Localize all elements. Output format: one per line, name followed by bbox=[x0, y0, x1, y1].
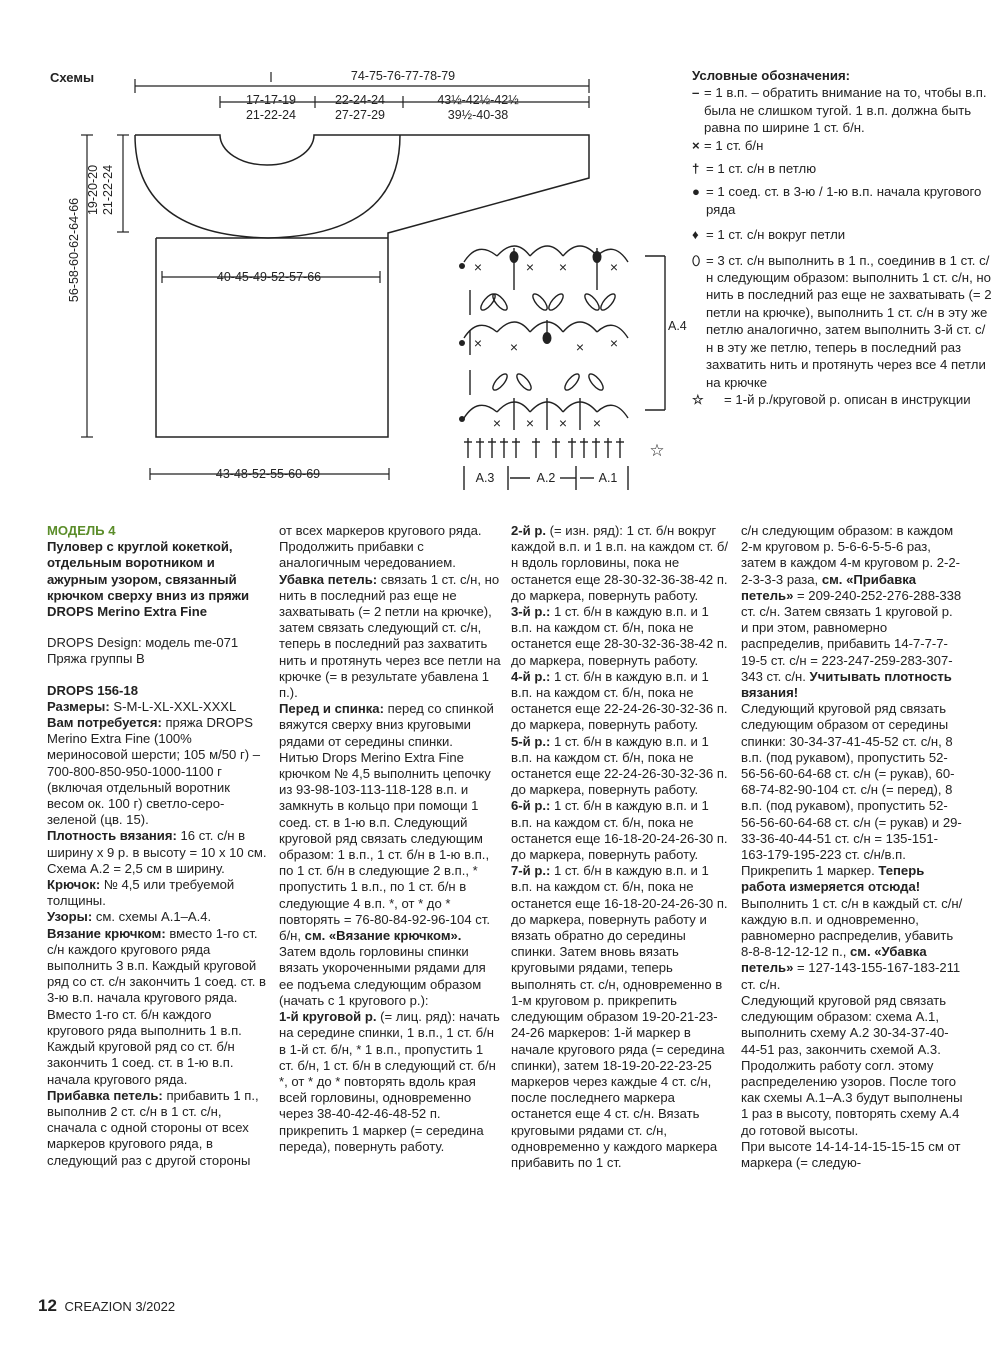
legend-item-slip bbox=[692, 183, 992, 218]
decrease-tip bbox=[279, 572, 501, 702]
dim-yoke-height-a: 19-20-20 bbox=[86, 164, 100, 216]
legend-item-cluster bbox=[692, 252, 992, 391]
sizes bbox=[47, 699, 269, 715]
dim-yoke-a: 22-24-24 bbox=[334, 93, 386, 107]
front-back-value: перед со спинкой вяжутся сверху вниз круговыми рядами от середины спинки. bbox=[279, 701, 494, 749]
gauge-value: 16 ст. с/н в ширину x 9 р. в высоту = 10 x 10 см. Схема А.2 = 2,5 см в ширину. bbox=[47, 828, 267, 876]
dim-yoke-height-b: 21-22-24 bbox=[101, 164, 115, 216]
gauge-label: Плотность вязания: bbox=[47, 828, 177, 844]
row-5 bbox=[511, 734, 733, 799]
col4-text: = 209-240-252-276-288-338 ст. с/н. Затем связать 1 круговой р. и при этом, равномерно распределив, прибавить 14-7-7-7-19-5 ст. с/н = 223-247-259-283-307-343 ст. с/н. bbox=[741, 587, 962, 684]
page-footer bbox=[38, 1296, 175, 1316]
row-3 bbox=[511, 604, 733, 669]
increase-tip bbox=[47, 1088, 269, 1169]
col4-para-3: Следующий круговой ряд связать следующим образом: схема А.1, выполнить схему А.2 30-34-37-40-44-51 раз, закончить схемой А.3. Продолжить работу согл. этому распределению узоров. После того как схемы А.1–А.3 будут выполнены 1 раз в высоту, повторять схему А.4 до готовой высоты. bbox=[741, 992, 963, 1138]
front-back-2-text: Нитью Drops Merino Extra Fine крючком № 4,5 выполнить цепочку из 93-98-103-113-118-128 в.п. и замкнуть в кольцо при помощи 1 соед. ст. в 1-ю в.п. Следующий круговой ряд связать следующим образом: 1 в.п., 1 ст. б/н в 1-ю в.п., по 1 ст. б/н в следующие 2 в.п., * пропустить 1 в.п., по 1 ст. б/н в следующие 4 в.п. *, от * до * повторять = 76-80-84-92-96-104 ст. б/н, bbox=[279, 749, 491, 944]
front-back-2-ref: см. «Вязание крючком». bbox=[304, 928, 462, 944]
yarn-group: Пряжа группы B bbox=[47, 651, 145, 667]
materials-value: пряжа DROPS Merino Extra Fine (100% мериносовой шерсти; 105 м/50 г) – 700-800-850-950-1000-1100 г (включая отдельный воротник весом ок. 100 г) светло-серо-зеленой (цв. 15). bbox=[47, 715, 260, 828]
dim-total-width: 74-75-76-77-78-79 bbox=[350, 69, 456, 83]
patterns-label: Узоры: bbox=[47, 909, 93, 925]
increase-cont: от всех маркеров кругового ряда. Продолжить прибавки с аналогичным чередованием. bbox=[279, 523, 482, 571]
row-1 bbox=[279, 1009, 501, 1155]
svg-text:×: × bbox=[609, 259, 619, 275]
legend-title: Условные обозначения: bbox=[692, 68, 851, 83]
row-4-value: 1 ст. б/н в каждую в.п. и 1 в.п. на каждом ст. б/н, пока не останется еще 22-24-26-30-32-36 п. до маркера, повернуть работу. bbox=[511, 668, 728, 733]
legend-item-first-round bbox=[692, 391, 992, 408]
schemes-title: Схемы bbox=[50, 70, 95, 85]
svg-text:×: × bbox=[525, 415, 535, 431]
dc-icon: † bbox=[692, 161, 700, 177]
row-7-value: 1 ст. б/н в каждую в.п. и 1 в.п. на каждом ст. б/н, пока не останется еще 16-18-20-24-26-30 п. до маркера, повернуть работу и вязать обратно до середины спинки. Затем вновь вязать круговыми рядами, теперь выполнять ст. с/н, одновременно в 1-м круговом р. прикрепить следующим образом 19-20-21-23-24-26 маркеров: 1-й маркер в начале кругового ряда (= середина спинки), затем 18-19-20-22-23-25 маркеров через каждые 4 ст. с/н, после последнего маркера останется еще 4 ст. с/н. Вязать круговыми рядами ст. с/н, одновременно у каждого маркера прибавить по 1 ст. bbox=[511, 863, 728, 1170]
chart-label-a2: A.2 bbox=[536, 471, 556, 485]
magazine-name: CREAZION 3/2022 bbox=[64, 1299, 176, 1314]
crochet-value: вместо 1-го ст. с/н каждого кругового ряда выполнить 3 в.п. Каждый круговой ряд со ст. с/н закончить 1 соед. ст. в 3-ю в.п. начала кругового ряда. Вместо 1-го ст. б/н каждого кругового ряда выполнить 1 в.п. Каждый круговой ряд со ст. б/н закончить 1 соед. ст. в 1-ю в.п. начала кругового ряда. bbox=[47, 925, 266, 1087]
front-back-2 bbox=[279, 750, 501, 944]
row-2-value: (= изн. ряд): 1 ст. б/н вокруг каждой в.п. и 1 в.п. на каждом ст. б/н вдоль горловины, пока не останется еще 28-30-32-36-38-42 п. до маркера, повернуть работу. bbox=[511, 523, 728, 603]
col4-para-1 bbox=[741, 523, 963, 701]
row-6 bbox=[511, 798, 733, 863]
materials bbox=[47, 715, 269, 828]
row-5-value: 1 ст. б/н в каждую в.п. и 1 в.п. на каждом ст. б/н, пока не останется еще 22-24-26-30-32-36 п. до маркера, повернуть работу. bbox=[511, 733, 728, 798]
row-3-value: 1 ст. б/н в каждую в.п. и 1 в.п. на каждом ст. б/н, пока не останется еще 28-30-32-36-38-42 п. до маркера, повернуть работу. bbox=[511, 604, 728, 668]
garment-schematic bbox=[0, 0, 690, 510]
article-title: Пуловер с круглой кокеткой, отдельным воротником и ажурным узором, связанный крючком сверху вниз из пряжи DROPS Merino Extra Fine bbox=[47, 539, 250, 620]
legend-text: = 1 ст. с/н вокруг петли bbox=[706, 227, 846, 243]
decrease-label: Убавка петель: bbox=[279, 571, 378, 587]
sizes-label: Размеры: bbox=[47, 698, 110, 714]
svg-text:×: × bbox=[473, 335, 483, 351]
increase-label: Прибавка петель: bbox=[47, 1087, 163, 1103]
cluster-icon: ⬯ bbox=[692, 252, 701, 268]
chart-label-a1: A.1 bbox=[598, 471, 618, 485]
chain-icon: – bbox=[692, 85, 700, 101]
row-2 bbox=[511, 523, 733, 604]
model-label: МОДЕЛЬ 4 bbox=[47, 523, 116, 538]
dot-icon: ● bbox=[692, 184, 700, 200]
row-4-label: 4-й р.: bbox=[511, 668, 551, 684]
svg-text:×: × bbox=[473, 259, 483, 275]
col4-ref: см. «Прибавка петель» bbox=[741, 571, 917, 603]
col4-note: Учитывать плотность вязания! bbox=[741, 668, 952, 701]
design-credit: DROPS Design: модель me-071 bbox=[47, 635, 239, 651]
legend bbox=[692, 67, 992, 408]
dim-neck-a: 17-17-19 bbox=[245, 93, 297, 107]
row-7-label: 7-й р.: bbox=[511, 863, 551, 879]
svg-text:×: × bbox=[558, 415, 568, 431]
svg-text:×: × bbox=[558, 259, 568, 275]
dim-body-height: 56-58-60-62-64-66 bbox=[67, 197, 81, 303]
decrease-value: связать 1 ст. с/н, но нить в последний раз еще не захватывать (= 2 петли на крючке), затем связать следующий ст. с/н, теперь в последний раз захватить нить и протянуть через все петли на крючке (= в результате убавлена 1 п.). bbox=[279, 571, 501, 701]
svg-text:×: × bbox=[525, 259, 535, 275]
col4-para-2 bbox=[741, 701, 963, 993]
col4-text: Следующий круговой ряд связать следующим образом от середины спинки: 30-34-37-41-45-52 ст. с/н, 8 в.п. (под рукавом), пропустить 52-56-56-60-64-68 ст. с/н (= рукав), 60-68-74-82-90-104 ст. с/н (= перед), 8 в.п. (под рукавом), пропустить 52-56-56-60-64-68 ст. с/н (= рукав) и 29-33-36-40-44-51 ст. с/н = 135-151-163-179-195-223 ст. с/н/в.п. Прикрепить 1 маркер. bbox=[741, 701, 962, 879]
pattern-code: DROPS 156-18 bbox=[47, 682, 138, 698]
legend-text: = 1 в.п. – обратить внимание на то, чтобы в.п. была не слишком тугой. 1 в.п. должна быть равна по ширине 1 ст. б/н. bbox=[704, 85, 987, 136]
dim-sleeve-b: 39½-40-38 bbox=[447, 108, 509, 122]
front-back-label: Перед и спинка: bbox=[279, 701, 384, 717]
chart-star-icon: ☆ bbox=[649, 441, 665, 460]
dim-neck-b: 21-22-24 bbox=[245, 108, 297, 122]
svg-text:×: × bbox=[575, 339, 585, 355]
col4-text: Выполнить 1 ст. с/н в каждый ст. с/н/ каждую в.п. и одновременно, равномерно распределив, убавить 8-8-8-12-12-12 п., bbox=[741, 895, 963, 960]
patterns-value: см. схемы А.1–А.4. bbox=[95, 909, 212, 925]
row-4 bbox=[511, 669, 733, 734]
svg-text:×: × bbox=[592, 415, 602, 431]
col4-text: с/н следующим образом: в каждом 2-м круговом р. 5-6-6-5-5-6 раз, затем в каждом 4-м круговом р. 2-2-2-3-3-3 раза, bbox=[741, 523, 961, 587]
cross-icon: × bbox=[692, 137, 700, 153]
svg-text:×: × bbox=[492, 415, 502, 431]
dim-chest: 40-45-49-52-57-66 bbox=[216, 270, 322, 284]
row-2-label: 2-й р. bbox=[511, 523, 546, 538]
hook bbox=[47, 877, 269, 909]
legend-text: = 1 ст. с/н в петлю bbox=[706, 161, 817, 177]
increase-value: прибавить 1 п., выполнив 2 ст. с/н в 1 ст. с/н, сначала с одной стороны от всех маркеров кругового ряда, в следующий раз с другой стороны bbox=[47, 1087, 259, 1168]
crochet-tip bbox=[47, 926, 269, 1088]
col4-note: Теперь работа измеряется отсюда! bbox=[741, 863, 925, 895]
dim-yoke-b: 27-27-29 bbox=[334, 108, 386, 122]
front-back bbox=[279, 701, 501, 750]
materials-label: Вам потребуется: bbox=[47, 715, 162, 731]
legend-item-dc bbox=[692, 160, 992, 177]
svg-text:×: × bbox=[509, 339, 519, 355]
text-column-3 bbox=[511, 523, 733, 1171]
crochet-label: Вязание крючком: bbox=[47, 925, 166, 941]
hook-label: Крючок: bbox=[47, 877, 101, 893]
chart-label-a4: A.4 bbox=[668, 319, 687, 333]
chart-label-a3: A.3 bbox=[475, 471, 495, 485]
sizes-value: S-M-L-XL-XXL-XXXL bbox=[113, 698, 237, 714]
legend-item-dc-around bbox=[692, 226, 992, 243]
col4-ref: см. «Убавка петель» bbox=[741, 944, 927, 976]
gauge bbox=[47, 828, 269, 877]
svg-text:×: × bbox=[609, 335, 619, 351]
dim-sleeve-a: 43½-42½-42½ bbox=[437, 93, 519, 107]
legend-item-sc bbox=[692, 137, 992, 154]
dc-around-icon: ♦ bbox=[692, 227, 699, 243]
legend-text: = 1 ст. б/н bbox=[704, 137, 764, 153]
text-column-4 bbox=[741, 523, 963, 1171]
legend-item-chain bbox=[692, 84, 992, 136]
page-number: 12 bbox=[38, 1296, 57, 1315]
text-column-2 bbox=[279, 523, 501, 1155]
legend-text: = 1 соед. ст. в 3-ю / 1-ю в.п. начала кругового ряда bbox=[706, 184, 982, 217]
star-icon: ☆ bbox=[692, 391, 704, 407]
row-6-label: 6-й р.: bbox=[511, 798, 551, 814]
patterns bbox=[47, 909, 269, 925]
dim-hem: 43-48-52-55-60-69 bbox=[215, 467, 321, 481]
row-6-value: 1 ст. б/н в каждую в.п. и 1 в.п. на каждом ст. б/н, пока не останется еще 16-18-20-24-26-30 п. до маркера, повернуть работу. bbox=[511, 798, 728, 863]
crochet-chart bbox=[464, 246, 665, 490]
row-1-label: 1-й круговой р. bbox=[279, 1009, 377, 1025]
legend-text: = 3 ст. с/н выполнить в 1 п., соединив в 1 ст. с/н следующим образом: выполнить 1 ст. с/н, но нить в последний раз еще не захватывать (= 2 петли на крючке), выполнить 1 ст. с/н в эту же петлю аналогично, затем выполнить 3-й ст. с/н в эту же петлю, теперь в последний раз захватить нить и протянуть через все 4 петли на крючке bbox=[706, 252, 992, 390]
row-3-label: 3-й р.: bbox=[511, 604, 551, 620]
col4-text: = 127-143-155-167-183-211 ст. с/н. bbox=[741, 960, 961, 992]
hook-value: № 4,5 или требуемой толщины. bbox=[47, 877, 235, 909]
col4-para-4: При высоте 14-14-14-15-15-15 см от маркера (= следую- bbox=[741, 1138, 961, 1170]
legend-text: = 1-й р./круговой р. описан в инструкции bbox=[724, 391, 971, 407]
neck-rows: Затем вдоль горловины спинки вязать укороченными рядами для ее подъема следующим образом (начать с 1 кругового р.): bbox=[279, 944, 486, 1008]
row-5-label: 5-й р.: bbox=[511, 733, 551, 749]
text-column-1 bbox=[47, 523, 269, 1169]
row-7 bbox=[511, 863, 733, 1171]
row-1-value: (= лиц. ряд): начать на середине спинки, 1 в.п., 1 ст. б/н в 1-й ст. б/н, * 1 в.п., пропустить 1 ст. б/н, 1 ст. б/н в следующий ст. б/н *, от * до * повторять вдоль края всей горловины, одновременно через 38-40-42-46-48-52 п. прикрепить 1 маркер (= середина переда), повернуть работу. bbox=[279, 1009, 500, 1154]
